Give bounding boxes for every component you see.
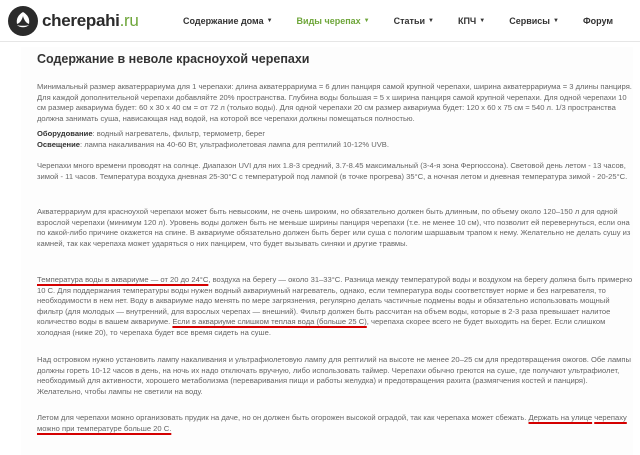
site-logo[interactable] bbox=[8, 6, 139, 36]
main-nav bbox=[183, 0, 613, 42]
turtle-logo-icon bbox=[8, 6, 38, 36]
paragraph-aquarium-size: Минимальный размер акватеррариума для 1 черепахи: длина акватеррариума = 6 длин панциря самой крупной черепахи, ширина акватеррариума = 3 длины панциря. Для каждой дополнительной черепахи добавляйте 20% пространства. Глубина воды большая = 5 х ширина панциря самой крупной черепахи. Для одной черепахи 10 см размер аквариума будет: 60 х 30 х 40 см = от 72 л (только воды). Для одной черепахи 20 см размер аквариума будет: 120 х 60 х 75 см = 540 л. 1/3 пространства должна занимать суша, нависающая над водой, на которой все черепахи должны помещаться полностью. bbox=[37, 82, 632, 123]
paragraph-outdoor-pond bbox=[37, 413, 633, 434]
nav-item-articles[interactable]: Статьи ▼ bbox=[393, 16, 434, 26]
nav-item-forum[interactable]: Форум bbox=[582, 16, 614, 26]
chevron-down-icon: ▼ bbox=[428, 18, 434, 24]
paragraph-water-temperature bbox=[37, 275, 633, 339]
water-temperature-text: , воздуха на берегу — около 31–33°С. Разница между температурой воды и воздухом на берегу должна быть примерно 10 С. Для поддержания температуры воды нужен водный аквариумный нагреватель, однако, если температура воды соответствует норме и без нагревателя, то необходимости в нем нет. Воду в аквариуме надо менять по мере загрязнения, регулярно делать частичные подмены воды и обязательно использовать мощный фильтр (для молодых — внутренний, для взрослых черепах — внешний). Фильтр должен быть рассчитан на объем воды, которые в 2-3 раза превышает налитое количество воды в вашем аквариуме. bbox=[37, 275, 633, 327]
chevron-down-icon: ▼ bbox=[266, 18, 273, 24]
outdoor-pond-text: Летом для черепахи можно организовать прудик на даче, но он должен быть огорожен высокой оградой, так как черепаха может сбежать. bbox=[37, 413, 529, 422]
paragraph-equipment bbox=[37, 129, 633, 140]
site-name: cherepahi.ru bbox=[42, 11, 139, 30]
underlined-outdoor-1: Держать на улице bbox=[528, 413, 593, 422]
paragraph-sun-uvi: Черепахи много времени проводят на солнце. Диапазон UVI для них 1.8-3 средний, 3.7-8.45 максимальный (3-4-я зона Фергюссона). Световой день летом - 13 часов, зимой - 11 часов. Температура воздуха дневная 25-30°С с температурой под лампой (в точке прогрева) 35°С, а ночная летом и дневная температура зимой - 20-25°С. bbox=[37, 161, 628, 181]
paragraph-aquaterrarium: Акватеррариум для красноухой черепахи может быть невысоким, не очень широким, но обязательно должен быть длинным, по объему около 120–150 л для одной взрослой черепахи (минимум 120 л). Уровень воды должен быть не меньше ширины панциря черепахи (т.е. не менее 10 см), что позволит ей перевернуться, если она по какой-либо причине окажется на спине. В аквариуме обязательно должен быть берег или суша с пологим шаршавым трапом к нему. Желательно не делать сушу из камней, так как черепаха может ударяться о них панцирем, что будет вызывать синяки и другие травмы. bbox=[37, 207, 631, 248]
paragraph-lamps: Над островком нужно установить лампу накаливания и ультрафиолетовую лампу для рептилий на высоте не менее 20–25 см для предотвращения ожогов. Обе лампы должны гореть 10-12 часов в день, на ночь их надо отключать вручную, либо использовать таймер. Черепахи обычно греются на суше, где получают ультрафиолет, необходимый для активности, хорошего метаболизма (переваривания пищи и работы желудка) и предотвращения рахита (размягчения костей и панциря). Желательно, чтобы лампы не светили на воду. bbox=[37, 355, 631, 396]
chevron-down-icon: ▼ bbox=[552, 18, 559, 24]
equipment-label: Оборудование bbox=[37, 129, 93, 138]
warm-water-text: , черепаха скорее всего не будет выходить на берег. Если слишком холодная (ниже 20), то черепаха будет все время сидеть на суше. bbox=[37, 317, 606, 337]
underlined-water-temperature: Температура воды в аквариуме — от 20 до 24°С bbox=[37, 275, 209, 284]
site-header bbox=[0, 0, 640, 42]
equipment-text: : водный нагреватель, фильтр, термометр, берег bbox=[92, 129, 266, 138]
lighting-text: : лампа накаливания на 40-60 Вт, ультрафиолетовая лампа для рептилий 10-12% UVB. bbox=[80, 140, 389, 149]
underlined-warm-water: Если в аквариуме слишком теплая вода (больше 25 С) bbox=[172, 317, 367, 327]
nav-item-home-care[interactable]: Содержание дома ▼ bbox=[183, 16, 273, 26]
nav-item-services[interactable]: Сервисы ▼ bbox=[509, 16, 559, 26]
underlined-outdoor-2: черепаху можно при температуре больше 20 С. bbox=[37, 413, 627, 433]
article-title: Содержание в неволе красноухой черепахи bbox=[37, 52, 310, 66]
paragraph-lighting bbox=[37, 140, 633, 151]
chevron-down-icon: ▼ bbox=[479, 18, 486, 24]
chevron-down-icon: ▼ bbox=[363, 18, 370, 24]
nav-item-kpch[interactable]: КПЧ ▼ bbox=[457, 16, 486, 26]
lighting-label: Освещение bbox=[37, 140, 81, 149]
nav-item-species[interactable]: Виды черепах ▼ bbox=[296, 16, 370, 26]
